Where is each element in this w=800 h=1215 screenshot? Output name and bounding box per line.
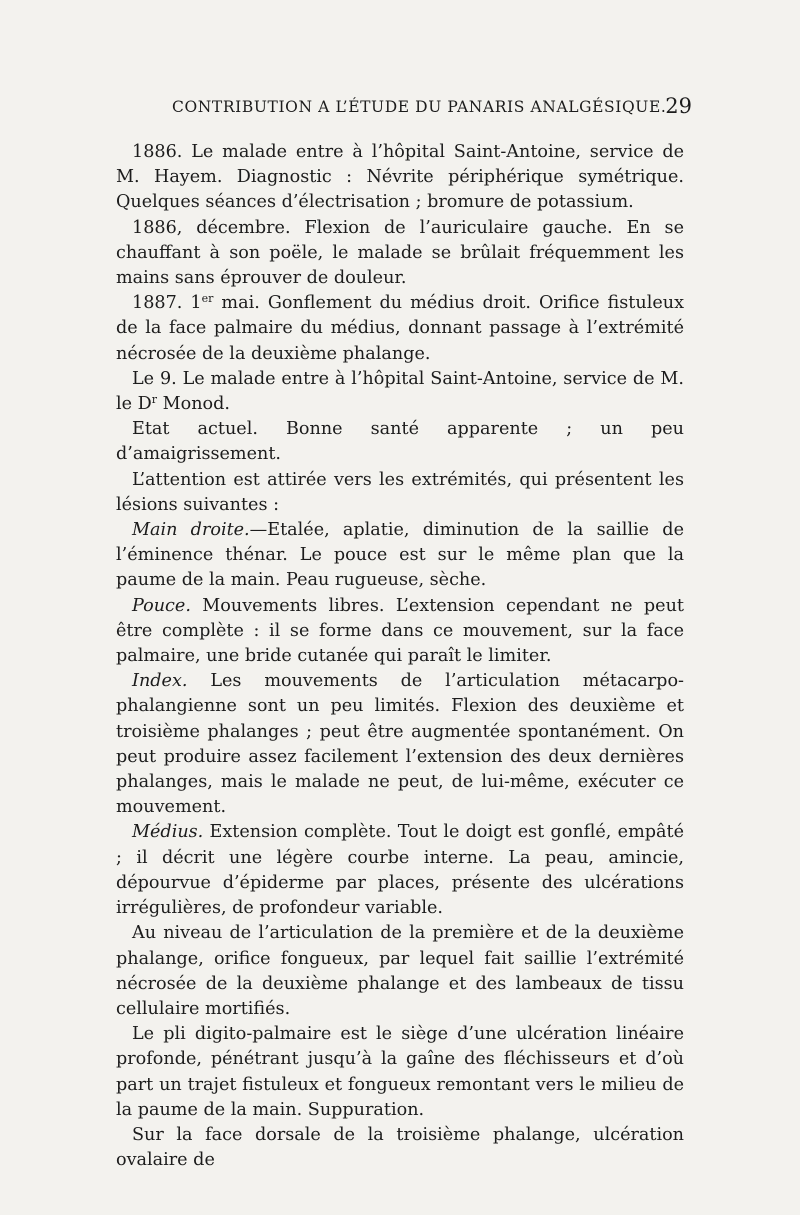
paragraph-text: Le pli digito-palmaire est le siège d’une ulcération linéaire profonde, pénétrant jusqu’à la gaîne des fléchisseurs et d’où part un trajet fistuleux et fongueux remontant vers le milieu de la paume de la main. Suppuration. [116,1024,684,1120]
paragraph [116,468,684,518]
paragraph-text: Mouvements libres. L’extension cependant ne peut être complète : il se forme dans ce mouvement, sur la face palmaire, une bride cutanée qui paraît le limiter. [116,595,684,667]
paragraph-text: L’attention est attirée vers les extrémités, qui présentent les lésions suivantes : [116,469,684,515]
paragraph-text: Extension complète. Tout le doigt est gonflé, empâté ; il décrit une légère courbe interne. La peau, amincie, dépourvue d’épiderme par places, présente des ulcérations irrégulières, de profondeur variable. [116,822,684,919]
paragraph-text: Monod. [157,394,230,415]
running-header [172,94,692,122]
section-label: Main droite. [132,520,250,541]
body-text [116,140,684,1173]
paragraph-text: Sur la face dorsale de la troisième phalange, ulcération ovalaire de [116,1124,684,1171]
paragraph [116,1123,684,1173]
section-label: Pouce. [132,595,191,616]
paragraph [116,140,684,216]
paragraph-text: 1886. Le malade entre à l’hôpital Saint-Antoine, service de M. Hayem. Diagnostic : Névrite périphérique symétrique. Quelques séances d’électrisation ; bromure de potassium. [116,142,684,213]
paragraph [116,518,684,594]
paragraph-text: 1886, décembre. Flexion de l’auriculaire gauche. En se chauffant à son poële, le malade se brûlait fréquemment les mains sans éprouver de douleur. [116,217,684,289]
paragraph [116,820,684,921]
header-title: CONTRIBUTION A L’ÉTUDE DU PANARIS ANALGÉSIQUE. [172,98,667,116]
section-label: Index. [132,671,188,692]
paragraph-text: Etat actuel. Bonne santé apparente ; un peu d’amaigrissement. [116,419,684,465]
paragraph [116,669,684,820]
page-number: 29 [665,94,692,118]
superscript: r [151,393,158,407]
paragraph-text: —Etalée, aplatie, diminution de la saillie de l’éminence thénar. Le pouce est sur le même plan que la paume de la main. Peau rugueuse, sèche. [116,520,684,591]
paragraph-text: mai. Gonflement du médius droit. Orifice fistuleux de la face palmaire du médius, donnant passage à l’extrémité nécrosée de la deuxième phalange. [116,293,684,364]
paragraph-text: Les mouvements de l’articulation métacarpo-phalangienne sont un peu limités. Flexion des deuxième et troisième phalanges ; peut être augmentée spontanément. On peut produire assez facilement l’extension des deux dernières phalanges, mais le malade ne peut, de lui-même, exécuter ce mouvement. [116,671,684,818]
superscript: er [201,292,214,306]
paragraph-text: 1887. 1 [132,293,202,314]
paragraph-text: Le 9. Le malade entre à l’hôpital Saint-Antoine, service de M. le D [116,368,684,415]
paragraph [116,594,684,670]
paragraph [116,367,684,417]
paragraph [116,291,684,367]
paragraph [116,1022,684,1123]
paragraph-text: Au niveau de l’articulation de la première et de la deuxième phalange, orifice fongueux, par lequel fait saillie l’extrémité nécrosée de la deuxième phalange et des lambeaux de tissu cellulaire mortifiés. [116,923,684,1019]
paragraph [116,417,684,467]
paragraph [116,921,684,1022]
paragraph [116,216,684,292]
section-label: Médius. [132,822,204,843]
